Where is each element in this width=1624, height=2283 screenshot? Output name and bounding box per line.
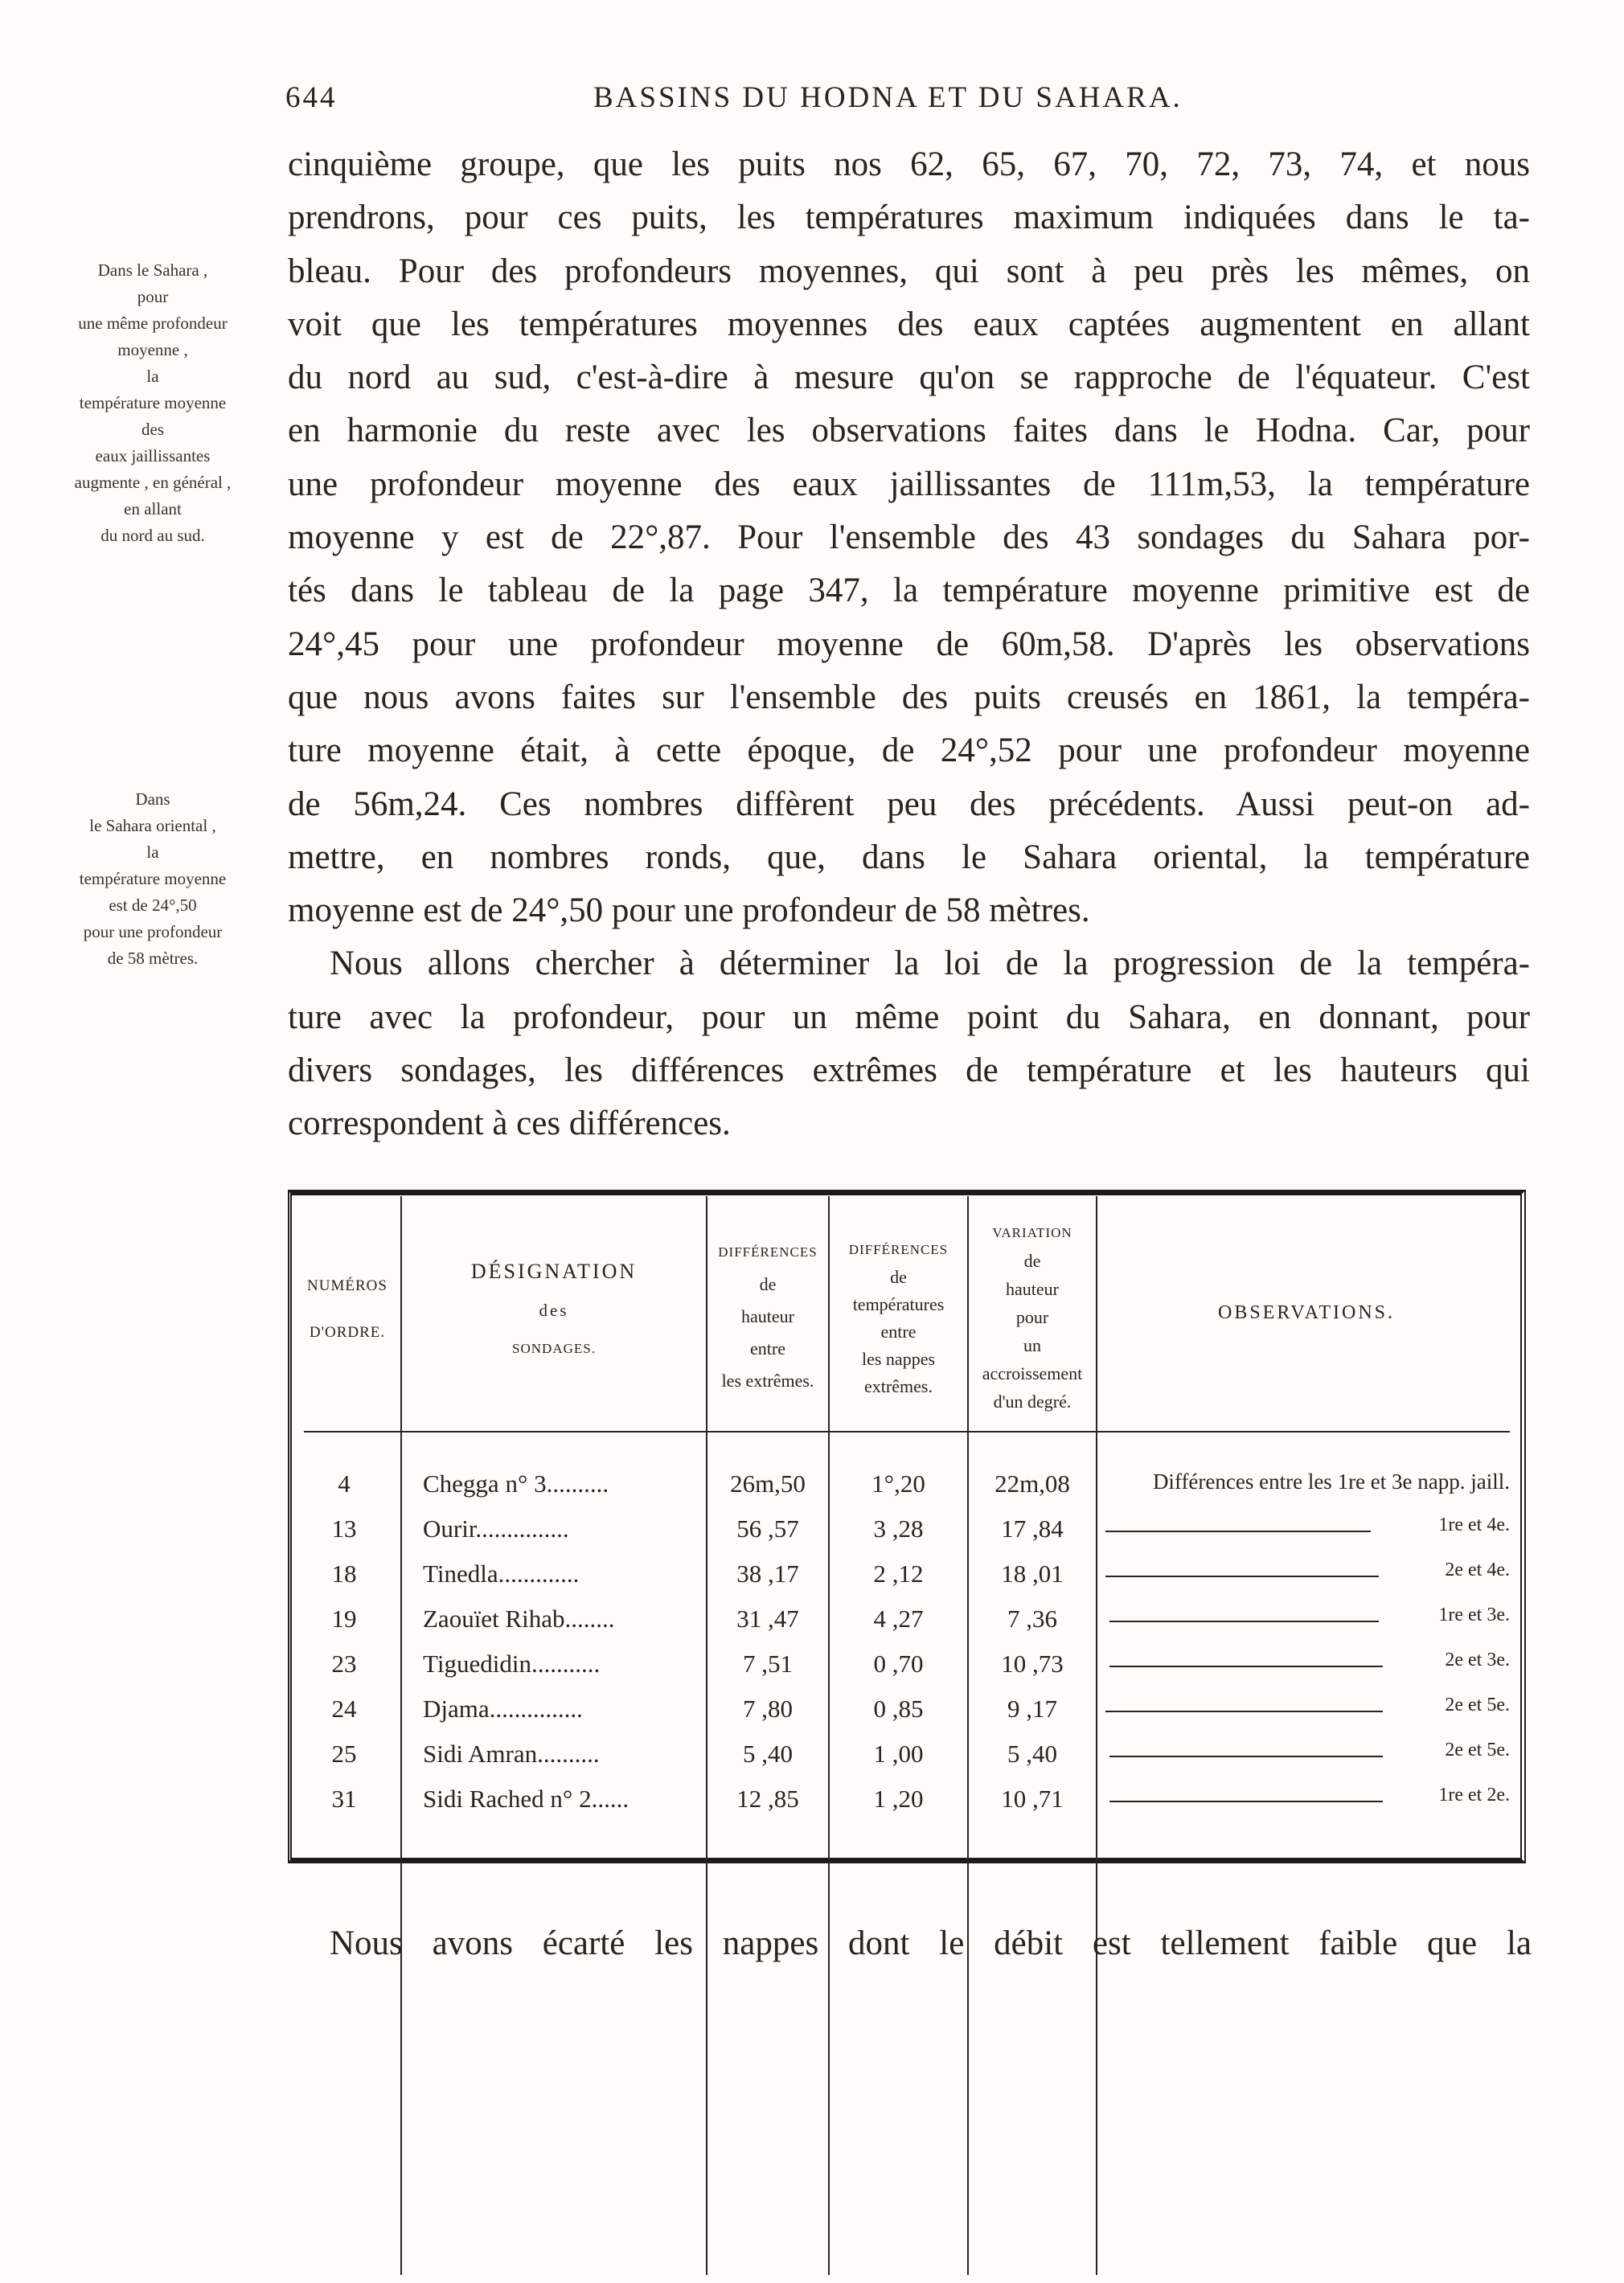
sidenote-line: pour (137, 287, 169, 306)
cell-variation: 9 ,17 (1007, 1695, 1057, 1723)
cell-hauteur: 5 ,40 (743, 1740, 793, 1768)
sidenote-line: en allant (124, 499, 182, 518)
header-text: extrêmes. (864, 1376, 933, 1396)
header-variation (969, 1219, 1096, 1416)
body-line: prendrons, pour ces puits, les températures maximum indiquées dans le ta- (288, 199, 1530, 237)
body-line: Nous allons chercher à déterminer la loi de la progression de la tempéra- (330, 945, 1530, 983)
body-line: correspondent à ces différences. (288, 1105, 731, 1143)
header-designation (402, 1252, 706, 1368)
ditto-line (1105, 1711, 1383, 1712)
sidenote-line: moyenne , (117, 340, 188, 359)
header-text: NUMÉROS (307, 1277, 388, 1294)
body-line: tés dans le tableau de la page 347, la température moyenne primitive est de (288, 572, 1530, 610)
sidenote-line: la (146, 842, 159, 862)
cell-hauteur: 38 ,17 (736, 1560, 799, 1588)
cell-num: 25 (331, 1740, 357, 1768)
sidenote-2 (44, 786, 261, 972)
cell-temp: 1 ,00 (873, 1740, 924, 1768)
header-diff-temp (830, 1236, 967, 1400)
cell-hauteur: 31 ,47 (736, 1605, 799, 1633)
table-row (288, 1645, 1526, 1685)
header-text: de (759, 1274, 777, 1294)
ditto-line (1109, 1621, 1379, 1622)
body-line: ture moyenne était, à cette époque, de 24°,52 pour une profondeur moyenne (288, 732, 1530, 770)
cell-obs: 2e et 5e. (1445, 1695, 1510, 1715)
header-text: un (1023, 1335, 1041, 1355)
cell-obs: 1re et 4e. (1438, 1514, 1510, 1535)
body-line: bleau. Pour des profondeurs moyennes, qui sont à peu près les mêmes, on (288, 252, 1530, 290)
cell-name: Ourir............... (423, 1514, 569, 1543)
cell-obs: 2e et 4e. (1445, 1560, 1510, 1580)
header-text: hauteur (1006, 1279, 1059, 1299)
cell-temp: 1°,20 (871, 1469, 925, 1498)
cell-obs: 2e et 3e. (1445, 1650, 1510, 1670)
sidenote-line: du nord au sud. (100, 526, 205, 545)
header-text: températures (852, 1294, 945, 1314)
cell-num: 31 (331, 1785, 357, 1813)
cell-hauteur: 56 ,57 (736, 1514, 799, 1543)
ditto-line (1109, 1801, 1383, 1802)
cell-hauteur: 12 ,85 (736, 1785, 799, 1813)
table-row (288, 1510, 1526, 1550)
body-line: 24°,45 pour une profondeur moyenne de 60m,58. D'après les observations (288, 625, 1530, 663)
header-text: D'ORDRE. (309, 1324, 386, 1341)
cell-hauteur: 7 ,80 (743, 1695, 793, 1723)
body-line: une profondeur moyenne des eaux jaillissantes de 111m,53, la température (288, 465, 1530, 503)
sidenote-line: augmente , en général , (74, 473, 232, 492)
header-text: d'un degré. (993, 1392, 1072, 1412)
ditto-line (1105, 1531, 1371, 1532)
body-line: en harmonie du reste avec les observations faites dans le Hodna. Car, pour (288, 412, 1530, 450)
sidenote-line: eaux jaillissantes (95, 446, 211, 465)
cell-variation: 10 ,73 (1001, 1650, 1064, 1678)
cell-num: 19 (331, 1605, 357, 1633)
cell-variation: 17 ,84 (1001, 1514, 1064, 1543)
continuation-line: Nous avons écarté les nappes dont le débit est tellement faible que la (330, 1924, 1532, 1962)
header-text: les extrêmes. (721, 1371, 814, 1391)
sidenote-line: est de 24°,50 (109, 896, 197, 915)
header-text: hauteur (741, 1306, 794, 1326)
body-line: que nous avons faites sur l'ensemble des puits creusés en 1861, la tempéra- (288, 678, 1530, 716)
ditto-line (1109, 1666, 1383, 1667)
sidenote-line: température moyenne (79, 869, 227, 888)
cell-name: Djama............... (423, 1695, 583, 1723)
body-line: ture avec la profondeur, pour un même point du Sahara, en donnant, pour (288, 998, 1530, 1036)
sidenote-line: la (146, 367, 159, 386)
header-text: entre (880, 1322, 917, 1342)
cell-num: 23 (331, 1650, 357, 1678)
cell-num: 13 (331, 1514, 357, 1543)
cell-num: 18 (331, 1560, 357, 1588)
data-table (288, 1190, 1530, 2283)
body-line: du nord au sud, c'est-à-dire à mesure qu'on se rapproche de l'équateur. C'est (288, 359, 1530, 397)
cell-obs: Différences entre les 1re et 3e napp. jaill. (1152, 1469, 1510, 1494)
table-row (288, 1555, 1526, 1595)
cell-variation: 18 ,01 (1001, 1560, 1064, 1588)
header-text: des (539, 1301, 569, 1320)
header-text: les nappes (861, 1349, 936, 1369)
header-text: DIFFÉRENCES (848, 1242, 949, 1257)
running-title: BASSINS DU HODNA ET DU SAHARA. (593, 81, 1183, 114)
body-line: cinquième groupe, que les puits nos 62, 65, 67, 70, 72, 73, 74, et nous (288, 146, 1530, 183)
table-row (288, 1735, 1526, 1775)
header-text: accroissement (982, 1363, 1083, 1383)
cell-temp: 4 ,27 (873, 1605, 924, 1633)
cell-name: Chegga n° 3.......... (423, 1469, 609, 1498)
cell-name: Zaouïet Rihab........ (423, 1605, 615, 1633)
header-text: SONDAGES. (512, 1341, 596, 1356)
cell-temp: 0 ,85 (873, 1695, 924, 1723)
header-text: entre (750, 1338, 785, 1359)
page-header (285, 80, 1532, 121)
cell-variation: 7 ,36 (1007, 1605, 1057, 1633)
cell-obs: 2e et 5e. (1445, 1740, 1510, 1760)
cell-temp: 2 ,12 (873, 1560, 924, 1588)
cell-name: Sidi Amran.......... (423, 1740, 600, 1768)
sidenote-line: des (141, 420, 164, 439)
header-separator (304, 1431, 1510, 1433)
table-row (288, 1690, 1526, 1730)
table-row (288, 1780, 1526, 1820)
cell-obs: 1re et 2e. (1438, 1785, 1510, 1805)
table-row (288, 1465, 1526, 1505)
cell-obs: 1re et 3e. (1438, 1605, 1510, 1625)
cell-name: Tinedla............. (423, 1560, 580, 1588)
cell-hauteur: 7 ,51 (743, 1650, 793, 1678)
cell-temp: 0 ,70 (873, 1650, 924, 1678)
ditto-line (1105, 1576, 1379, 1577)
sidenote-line: le Sahara oriental , (89, 816, 216, 835)
body-line: voit que les températures moyennes des eaux captées augmentent en allant (288, 305, 1530, 343)
header-text: OBSERVATIONS. (1217, 1302, 1395, 1323)
sidenote-line: une même profondeur (78, 314, 228, 333)
sidenote-line: de 58 mètres. (107, 949, 199, 968)
body-line: moyenne est de 24°,50 pour une profondeur de 58 mètres. (288, 891, 1090, 930)
header-diff-hauteur (707, 1236, 828, 1397)
header-text: pour (1015, 1307, 1049, 1327)
header-numeros (294, 1270, 400, 1349)
sidenote-line: température moyenne (79, 393, 227, 412)
table-row (288, 1600, 1526, 1640)
cell-name: Sidi Rached n° 2...... (423, 1785, 630, 1813)
sidenote-line: Dans le Sahara , (97, 260, 208, 280)
cell-temp: 3 ,28 (873, 1514, 924, 1543)
cell-num: 24 (331, 1695, 357, 1723)
body-line: divers sondages, les différences extrêmes de température et les hauteurs qui (288, 1051, 1530, 1090)
cell-num: 4 (338, 1469, 351, 1498)
cell-variation: 5 ,40 (1007, 1740, 1057, 1768)
body-line: moyenne y est de 22°,87. Pour l'ensemble des 43 sondages du Sahara por- (288, 518, 1530, 557)
body-line: mettre, en nombres ronds, que, dans le Sahara oriental, la température (288, 838, 1530, 876)
cell-temp: 1 ,20 (873, 1785, 924, 1813)
header-text: de (890, 1267, 907, 1287)
body-text (288, 138, 1530, 1151)
header-observations (1097, 1302, 1515, 1324)
header-text: VARIATION (992, 1225, 1072, 1240)
cell-name: Tiguedidin........... (423, 1650, 601, 1678)
sidenote-line: Dans (135, 789, 170, 809)
header-text: DÉSIGNATION (470, 1260, 638, 1283)
cell-hauteur: 26m,50 (730, 1469, 806, 1498)
ditto-line (1109, 1756, 1383, 1757)
header-text: de (1023, 1251, 1041, 1271)
cell-variation: 10 ,71 (1001, 1785, 1064, 1813)
header-text: DIFFÉRENCES (718, 1244, 818, 1260)
cell-variation: 22m,08 (994, 1469, 1070, 1498)
body-line: de 56m,24. Ces nombres diffèrent peu des précédents. Aussi peut-on ad- (288, 785, 1530, 823)
page-number: 644 (285, 81, 338, 114)
sidenote-1 (44, 257, 261, 549)
sidenote-line: pour une profondeur (83, 922, 223, 941)
